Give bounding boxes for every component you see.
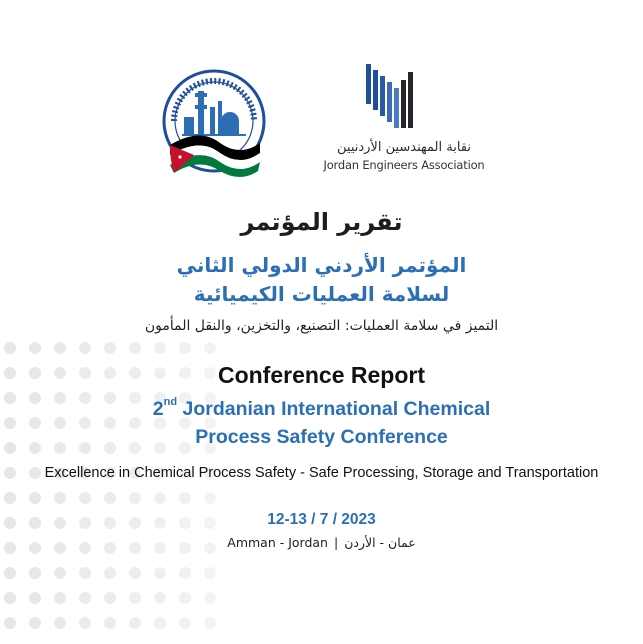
conference-place bbox=[0, 535, 643, 550]
place-english: Amman - Jordan bbox=[227, 535, 328, 550]
decorative-dot bbox=[104, 592, 116, 604]
decorative-dot bbox=[129, 492, 141, 504]
conference-date: 12-13 / 7 / 2023 bbox=[267, 511, 376, 528]
place-arabic: عمان - الأردن bbox=[344, 535, 416, 550]
conference-title-english-line1-rest: Jordanian International Chemical bbox=[177, 398, 491, 420]
decorative-dot bbox=[154, 342, 166, 354]
decorative-dot bbox=[54, 592, 66, 604]
decorative-dot bbox=[104, 567, 116, 579]
decorative-dot bbox=[54, 617, 66, 629]
report-title-arabic: تقرير المؤتمر bbox=[240, 208, 403, 236]
decorative-dot bbox=[54, 567, 66, 579]
process-safety-seal-logo bbox=[160, 65, 268, 180]
decorative-dot bbox=[29, 567, 41, 579]
decorative-dot bbox=[4, 492, 16, 504]
conference-title-english-line2: Process Safety Conference bbox=[195, 426, 448, 448]
ordinal-suffix: nd bbox=[163, 396, 178, 408]
decorative-dot bbox=[4, 567, 16, 579]
decorative-dot bbox=[104, 342, 116, 354]
decorative-dot bbox=[54, 342, 66, 354]
decorative-dot bbox=[79, 617, 91, 629]
decorative-dot bbox=[79, 592, 91, 604]
decorative-dot bbox=[129, 342, 141, 354]
decorative-dot bbox=[154, 617, 166, 629]
decorative-dot bbox=[4, 342, 16, 354]
decorative-dot bbox=[129, 592, 141, 604]
decorative-dot bbox=[79, 492, 91, 504]
decorative-dot bbox=[204, 592, 216, 604]
organization-name-english: Jordan Engineers Association bbox=[323, 158, 485, 172]
conference-title-arabic-line1: المؤتمر الأردني الدولي الثاني bbox=[176, 253, 467, 277]
decorative-dot bbox=[154, 492, 166, 504]
organization-name-arabic: نقابة المهندسين الأردنيين bbox=[337, 140, 471, 155]
decorative-dot bbox=[204, 492, 216, 504]
conference-subtitle-english: Excellence in Chemical Process Safety - Safe Processing, Storage and Transportation bbox=[44, 465, 599, 481]
decorative-dot bbox=[179, 567, 191, 579]
decorative-dot bbox=[29, 617, 41, 629]
decorative-dot bbox=[179, 342, 191, 354]
conference-title-english-line1 bbox=[0, 398, 643, 421]
decorative-dot bbox=[154, 592, 166, 604]
decorative-dot bbox=[104, 617, 116, 629]
decorative-dot bbox=[179, 592, 191, 604]
decorative-dot bbox=[129, 567, 141, 579]
decorative-dot bbox=[104, 492, 116, 504]
decorative-dot bbox=[179, 492, 191, 504]
decorative-dot bbox=[54, 492, 66, 504]
decorative-dot bbox=[79, 567, 91, 579]
jea-bars-logo bbox=[366, 64, 416, 136]
conference-subtitle-arabic: التميز في سلامة العمليات: التصنيع، والتخزين، والنقل المأمون bbox=[144, 318, 499, 334]
place-separator: | bbox=[333, 535, 339, 550]
decorative-dot bbox=[29, 592, 41, 604]
decorative-dot bbox=[129, 617, 141, 629]
decorative-dot bbox=[29, 492, 41, 504]
decorative-dot bbox=[204, 342, 216, 354]
report-title-english: Conference Report bbox=[217, 362, 426, 388]
decorative-dot bbox=[204, 617, 216, 629]
conference-title-arabic-line2: لسلامة العمليات الكيميائية bbox=[193, 282, 450, 306]
decorative-dot bbox=[154, 567, 166, 579]
decorative-dot bbox=[179, 617, 191, 629]
decorative-dot bbox=[4, 617, 16, 629]
decorative-dot bbox=[204, 567, 216, 579]
decorative-dot bbox=[29, 342, 41, 354]
ordinal-number: 2 bbox=[152, 398, 164, 420]
decorative-dot bbox=[79, 342, 91, 354]
decorative-dot bbox=[4, 592, 16, 604]
